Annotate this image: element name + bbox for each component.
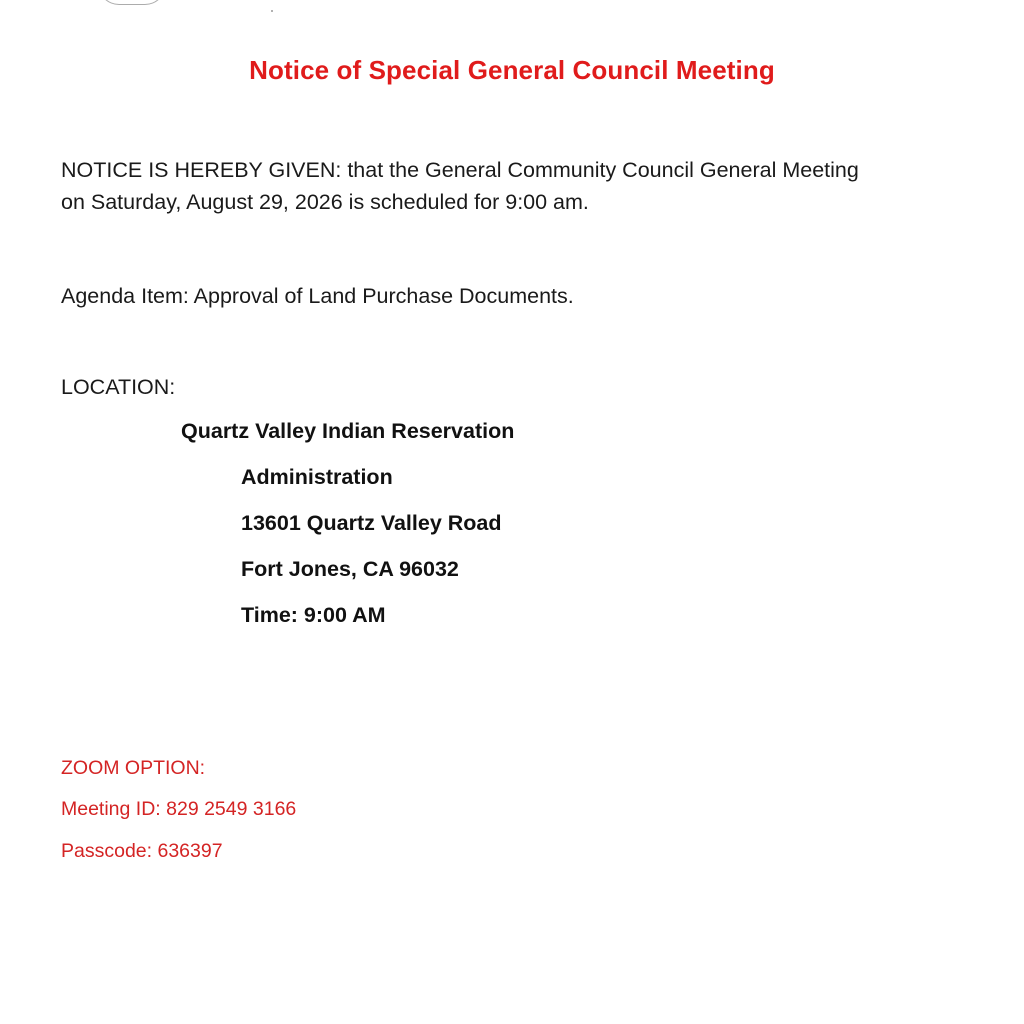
location-label: LOCATION:	[61, 375, 176, 399]
zoom-passcode: Passcode: 636397	[61, 840, 223, 862]
zoom-option-label: ZOOM OPTION:	[61, 757, 206, 779]
notice-paragraph	[61, 154, 961, 218]
agenda-item: Agenda Item: Approval of Land Purchase Documents.	[61, 284, 574, 308]
zoom-meeting-id: Meeting ID: 829 2549 3166	[61, 798, 297, 820]
page-title: Notice of Special General Council Meeting	[249, 55, 775, 85]
location-name: Quartz Valley Indian Reservation	[181, 419, 515, 443]
meeting-time: Time: 9:00 AM	[241, 603, 386, 627]
seal-logo-fragment	[98, 0, 166, 5]
location-street: 13601 Quartz Valley Road	[241, 511, 502, 535]
notice-line-2: on Saturday, August 29, 2026 is scheduled for 9:00 am.	[61, 190, 589, 214]
location-city-state-zip: Fort Jones, CA 96032	[241, 557, 459, 581]
speck-mark	[271, 10, 273, 12]
location-building: Administration	[241, 465, 393, 489]
notice-line-1: NOTICE IS HEREBY GIVEN: that the General Community Council General Meeting	[61, 158, 859, 182]
